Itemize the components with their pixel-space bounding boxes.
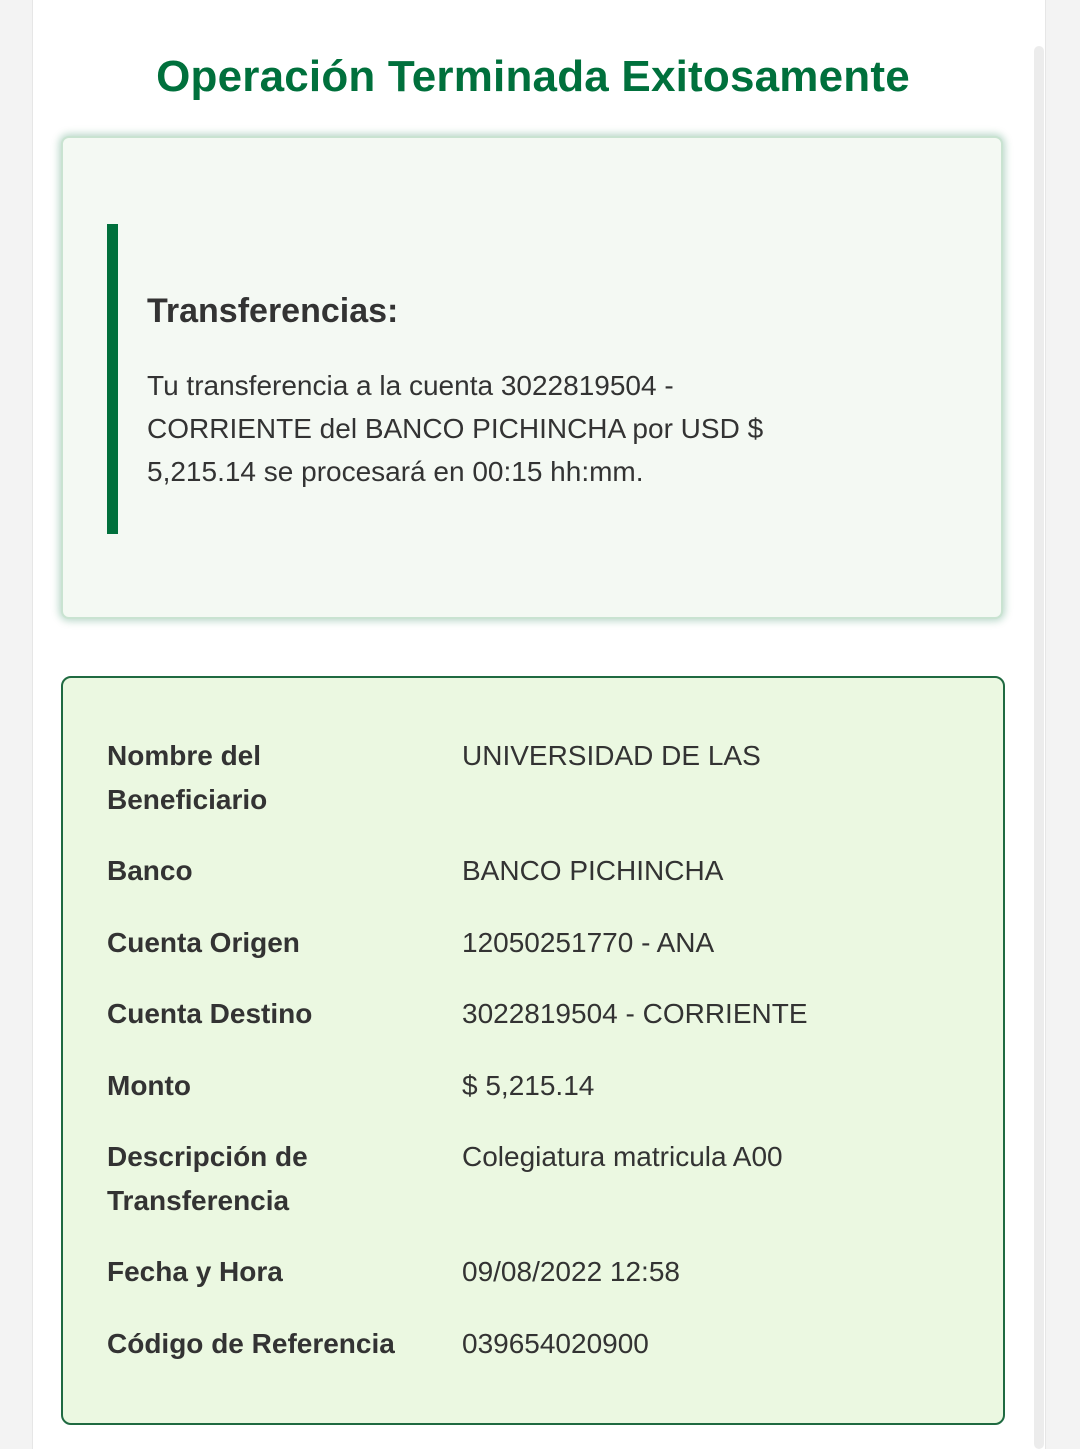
detail-label: Código de Referencia: [107, 1328, 395, 1359]
detail-value: 12050251770 - ANA: [462, 927, 715, 958]
scrollbar[interactable]: [1034, 46, 1044, 1449]
notice-message: [147, 364, 837, 493]
detail-label: Fecha y Hora: [107, 1256, 283, 1287]
notice-message-line: 5,215.14 se procesará en 00:15 hh:mm.: [147, 456, 644, 487]
detail-label: Monto: [107, 1070, 191, 1101]
page-title: Operación Terminada Exitosamente: [156, 52, 910, 101]
detail-value: Colegiatura matricula A00: [462, 1141, 783, 1172]
detail-label: [107, 1135, 437, 1223]
notice-message-line: CORRIENTE del BANCO PICHINCHA por USD $: [147, 413, 764, 444]
detail-value: BANCO PICHINCHA: [462, 855, 724, 886]
notice-message-line: Tu transferencia a la cuenta 3022819504 -: [147, 370, 674, 401]
detail-value: UNIVERSIDAD DE LAS: [462, 740, 761, 771]
detail-label-line: Nombre del: [107, 740, 262, 771]
detail-label-line: Descripción de: [107, 1141, 308, 1172]
detail-label: Cuenta Origen: [107, 927, 300, 958]
notice-heading: Transferencias:: [147, 292, 399, 330]
detail-value: 039654020900: [462, 1328, 649, 1359]
notice-accent-bar: [107, 224, 118, 534]
detail-value: $ 5,215.14: [462, 1070, 595, 1101]
transfer-details-card: [61, 676, 1005, 1425]
detail-value: 09/08/2022 12:58: [462, 1256, 680, 1287]
detail-label-line: Beneficiario: [107, 784, 268, 815]
detail-label-line: Transferencia: [107, 1185, 290, 1216]
transfer-notice-card: [61, 136, 1003, 619]
detail-label: [107, 734, 437, 822]
detail-value: 3022819504 - CORRIENTE: [462, 998, 808, 1029]
detail-label: Cuenta Destino: [107, 998, 313, 1029]
detail-label: Banco: [107, 855, 193, 886]
